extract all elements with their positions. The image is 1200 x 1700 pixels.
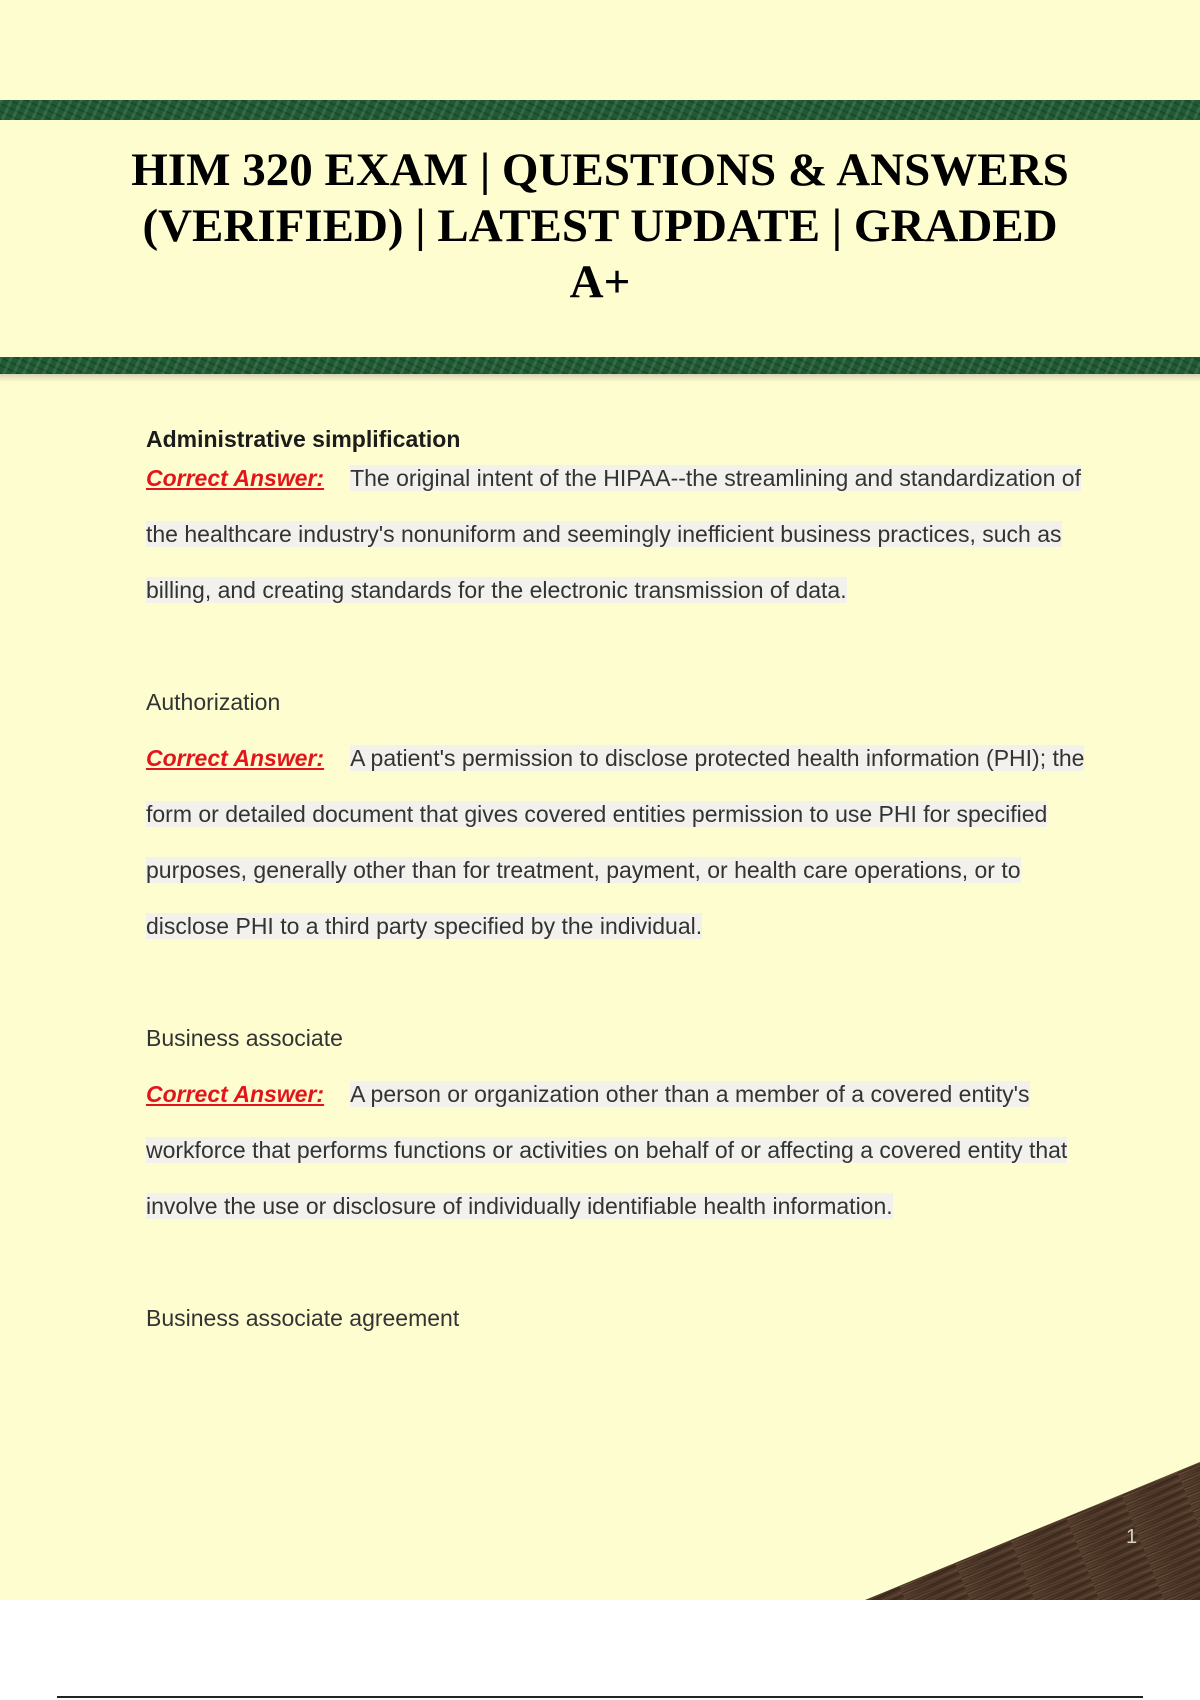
- question-term: Authorization: [146, 689, 281, 715]
- answer-definition: A person or organization other than a member of a covered entity's workforce that performs functions or activities on behalf of or affecting a covered entity that involve the use or disclosure of individually identifiable health information.: [146, 1081, 1068, 1219]
- answer-definition: A patient's permission to disclose protected health information (PHI); the form or detailed document that gives covered entities permission to use PHI for specified purposes, generally other than for treatment, payment, or health care operations, or to disclose PHI to a third party specified by the individual.: [146, 745, 1085, 939]
- page-number: 1: [1126, 1526, 1138, 1548]
- correct-answer-label: Correct Answer:: [146, 465, 325, 491]
- question-term: Business associate agreement: [146, 1305, 460, 1331]
- correct-answer-label: Correct Answer:: [146, 745, 325, 771]
- document-title: HIM 320 EXAM | QUESTIONS & ANSWERS (VERIFIED) | LATEST UPDATE | GRADED A+: [131, 144, 1069, 308]
- footer-rule: [57, 1696, 1143, 1698]
- question-term: Business associate: [146, 1025, 343, 1051]
- answer-definition: The original intent of the HIPAA--the streamlining and standardization of the healthcare industry's nonuniform and seemingly inefficient business practices, such as billing, and creating standards for the electronic transmission of data.: [146, 465, 1081, 603]
- question-term: Administrative simplification: [146, 426, 461, 452]
- correct-answer-label: Correct Answer:: [146, 1081, 325, 1107]
